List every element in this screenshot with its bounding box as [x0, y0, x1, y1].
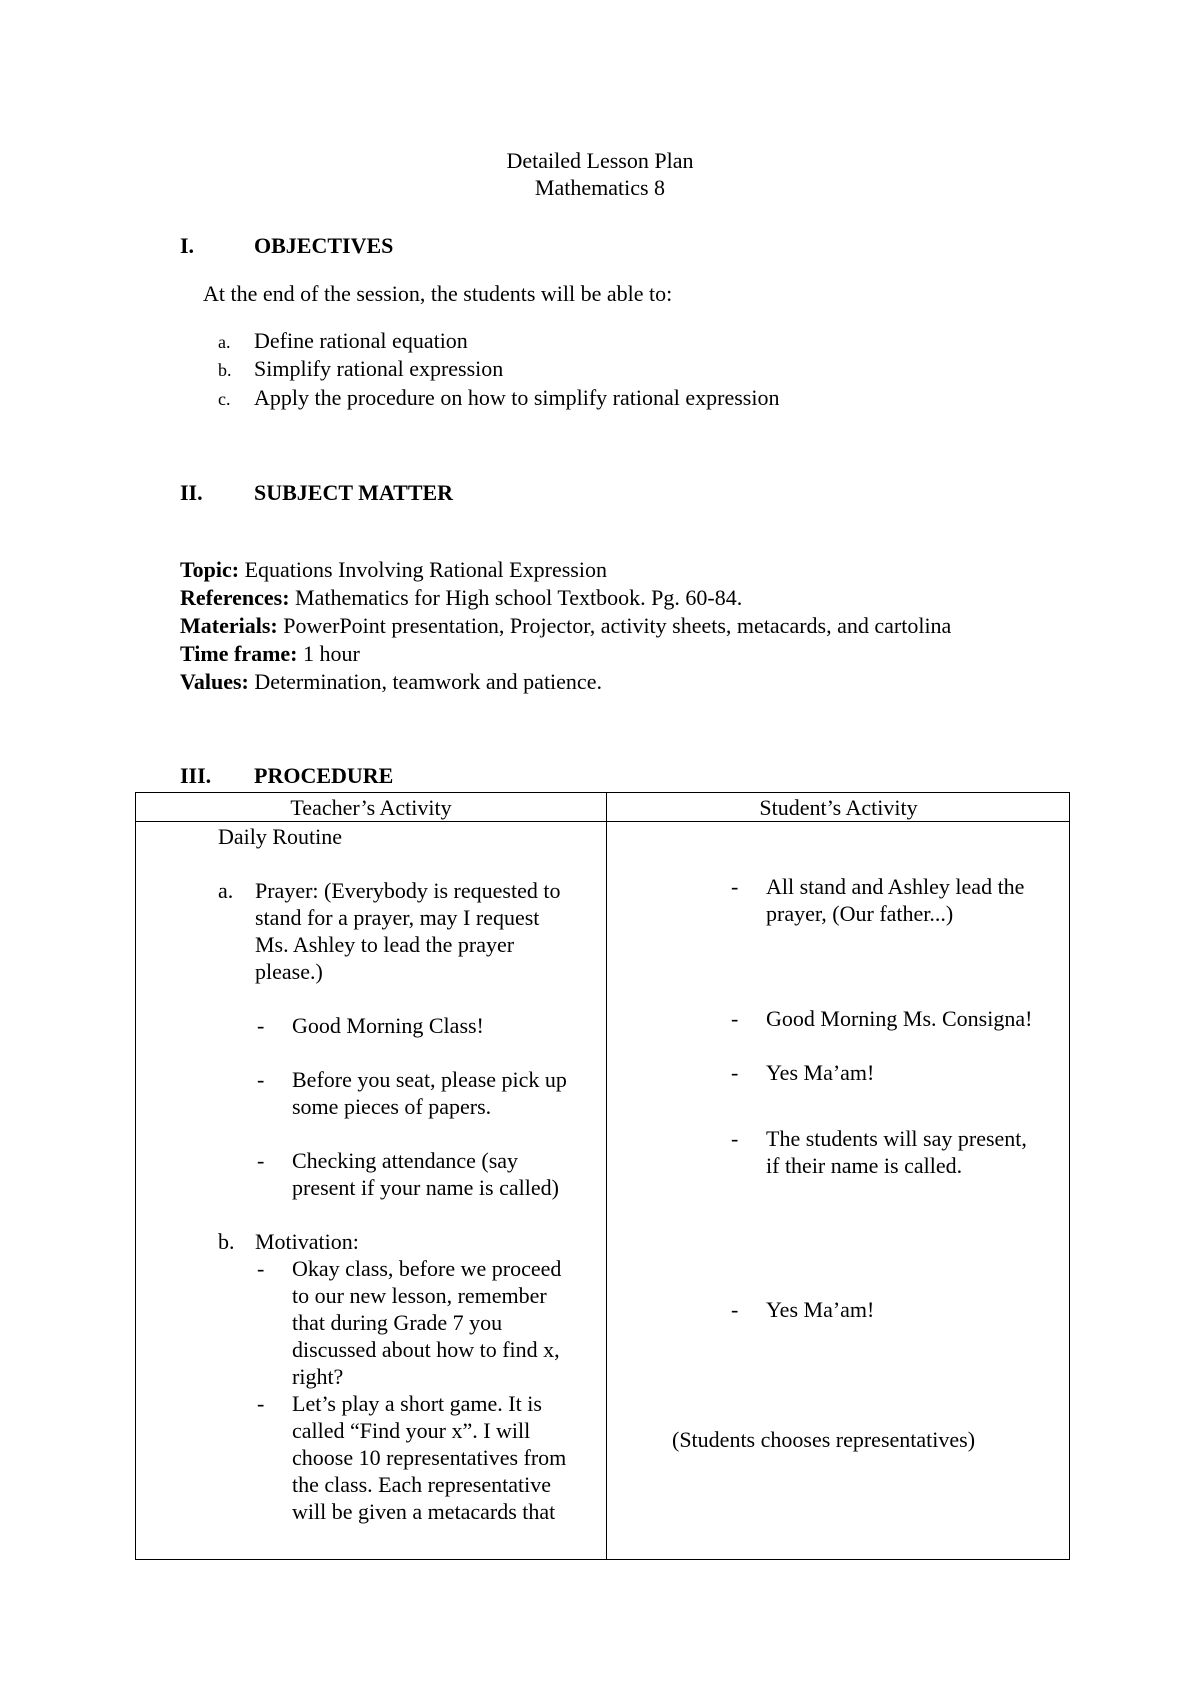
attendance-line-2: present if your name is called)	[292, 1175, 559, 1200]
pickup-line-1: Before you seat, please pick up	[292, 1067, 567, 1092]
field-materials	[180, 612, 951, 639]
objective-marker-c: c.	[218, 389, 231, 409]
student-column-header: Student’s Activity	[759, 795, 918, 820]
field-materials-label: Materials:	[180, 613, 278, 638]
teacher-column-header: Teacher’s Activity	[290, 795, 452, 820]
student-prayer-line-2: prayer, (Our father...)	[766, 901, 954, 926]
motivation-dash-1: -	[257, 1256, 265, 1281]
objective-marker-b: b.	[218, 360, 232, 380]
motivation-2-line-4: the class. Each representative	[292, 1472, 551, 1497]
motivation-label: Motivation:	[255, 1229, 359, 1254]
teacher-greeting: Good Morning Class!	[292, 1013, 484, 1038]
subject-matter-heading: SUBJECT MATTER	[254, 480, 454, 505]
student-attendance-line-2: if their name is called.	[766, 1153, 963, 1178]
motivation-2-line-1: Let’s play a short game. It is	[292, 1391, 542, 1416]
student-prayer-line-1: All stand and Ashley lead the	[766, 874, 1025, 899]
field-values	[180, 668, 602, 695]
motivation-2-line-2: called “Find your x”. I will	[292, 1418, 531, 1443]
student-yes-dash-1: -	[731, 1060, 739, 1085]
motivation-dash-2: -	[257, 1391, 265, 1416]
pickup-line-2: some pieces of papers.	[292, 1094, 492, 1119]
procedure-heading: PROCEDURE	[254, 763, 394, 788]
student-yes-2: Yes Ma’am!	[766, 1297, 875, 1322]
column-divider	[606, 793, 607, 1559]
prayer-text-line-2: stand for a prayer, may I request	[255, 905, 540, 930]
attendance-dash: -	[257, 1148, 265, 1173]
field-topic	[180, 556, 607, 583]
objective-item-c: Apply the procedure on how to simplify rational expression	[254, 385, 780, 410]
document-title: Detailed Lesson Plan	[506, 148, 694, 173]
student-representatives: (Students chooses representatives)	[672, 1427, 976, 1452]
objectives-intro: At the end of the session, the students will be able to:	[203, 281, 673, 306]
student-attendance-line-1: The students will say present,	[766, 1126, 1027, 1151]
motivation-2-line-5: will be given a metacards that	[292, 1499, 556, 1524]
field-values-label: Values:	[180, 669, 249, 694]
motivation-1-line-1: Okay class, before we proceed	[292, 1256, 562, 1281]
field-topic-value: Equations Involving Rational Expression	[244, 557, 607, 582]
prayer-text-line-1: Prayer: (Everybody is requested to	[255, 878, 561, 903]
motivation-1-line-3: that during Grade 7 you	[292, 1310, 503, 1335]
document-subtitle: Mathematics 8	[534, 175, 666, 200]
attendance-line-1: Checking attendance (say	[292, 1148, 519, 1173]
pickup-dash: -	[257, 1067, 265, 1092]
procedure-table	[135, 792, 1070, 1560]
student-yes-1: Yes Ma’am!	[766, 1060, 875, 1085]
field-references-label: References:	[180, 585, 290, 610]
motivation-2-line-3: choose 10 representatives from	[292, 1445, 567, 1470]
greeting-dash: -	[257, 1013, 265, 1038]
objectives-numeral: I.	[180, 233, 195, 258]
motivation-1-line-5: right?	[292, 1364, 344, 1389]
field-references-value: Mathematics for High school Textbook. Pg. 60-84.	[295, 585, 743, 610]
field-time-frame	[180, 640, 360, 667]
subject-matter-numeral: II.	[180, 480, 203, 505]
field-time-frame-value: 1 hour	[303, 641, 360, 666]
objectives-heading: OBJECTIVES	[254, 233, 394, 258]
objective-item-b: Simplify rational expression	[254, 356, 504, 381]
student-yes-dash-2: -	[731, 1297, 739, 1322]
field-time-frame-label: Time frame:	[180, 641, 298, 666]
student-attendance-dash: -	[731, 1126, 739, 1151]
prayer-marker: a.	[218, 878, 234, 903]
field-references	[180, 584, 742, 611]
prayer-text-line-4: please.)	[255, 959, 323, 984]
procedure-numeral: III.	[180, 763, 212, 788]
motivation-marker: b.	[218, 1229, 235, 1254]
field-topic-label: Topic:	[180, 557, 240, 582]
prayer-text-line-3: Ms. Ashley to lead the prayer	[255, 932, 515, 957]
header-divider	[136, 821, 1069, 822]
daily-routine-label: Daily Routine	[218, 824, 343, 849]
objective-item-a: Define rational equation	[254, 328, 468, 353]
student-greeting-dash: -	[731, 1006, 739, 1031]
motivation-1-line-2: to our new lesson, remember	[292, 1283, 547, 1308]
objective-marker-a: a.	[218, 332, 231, 352]
student-prayer-dash: -	[731, 874, 739, 899]
motivation-1-line-4: discussed about how to find x,	[292, 1337, 560, 1362]
field-materials-value: PowerPoint presentation, Projector, activity sheets, metacards, and cartolina	[283, 613, 952, 638]
field-values-value: Determination, teamwork and patience.	[254, 669, 602, 694]
student-greeting: Good Morning Ms. Consigna!	[766, 1006, 1033, 1031]
